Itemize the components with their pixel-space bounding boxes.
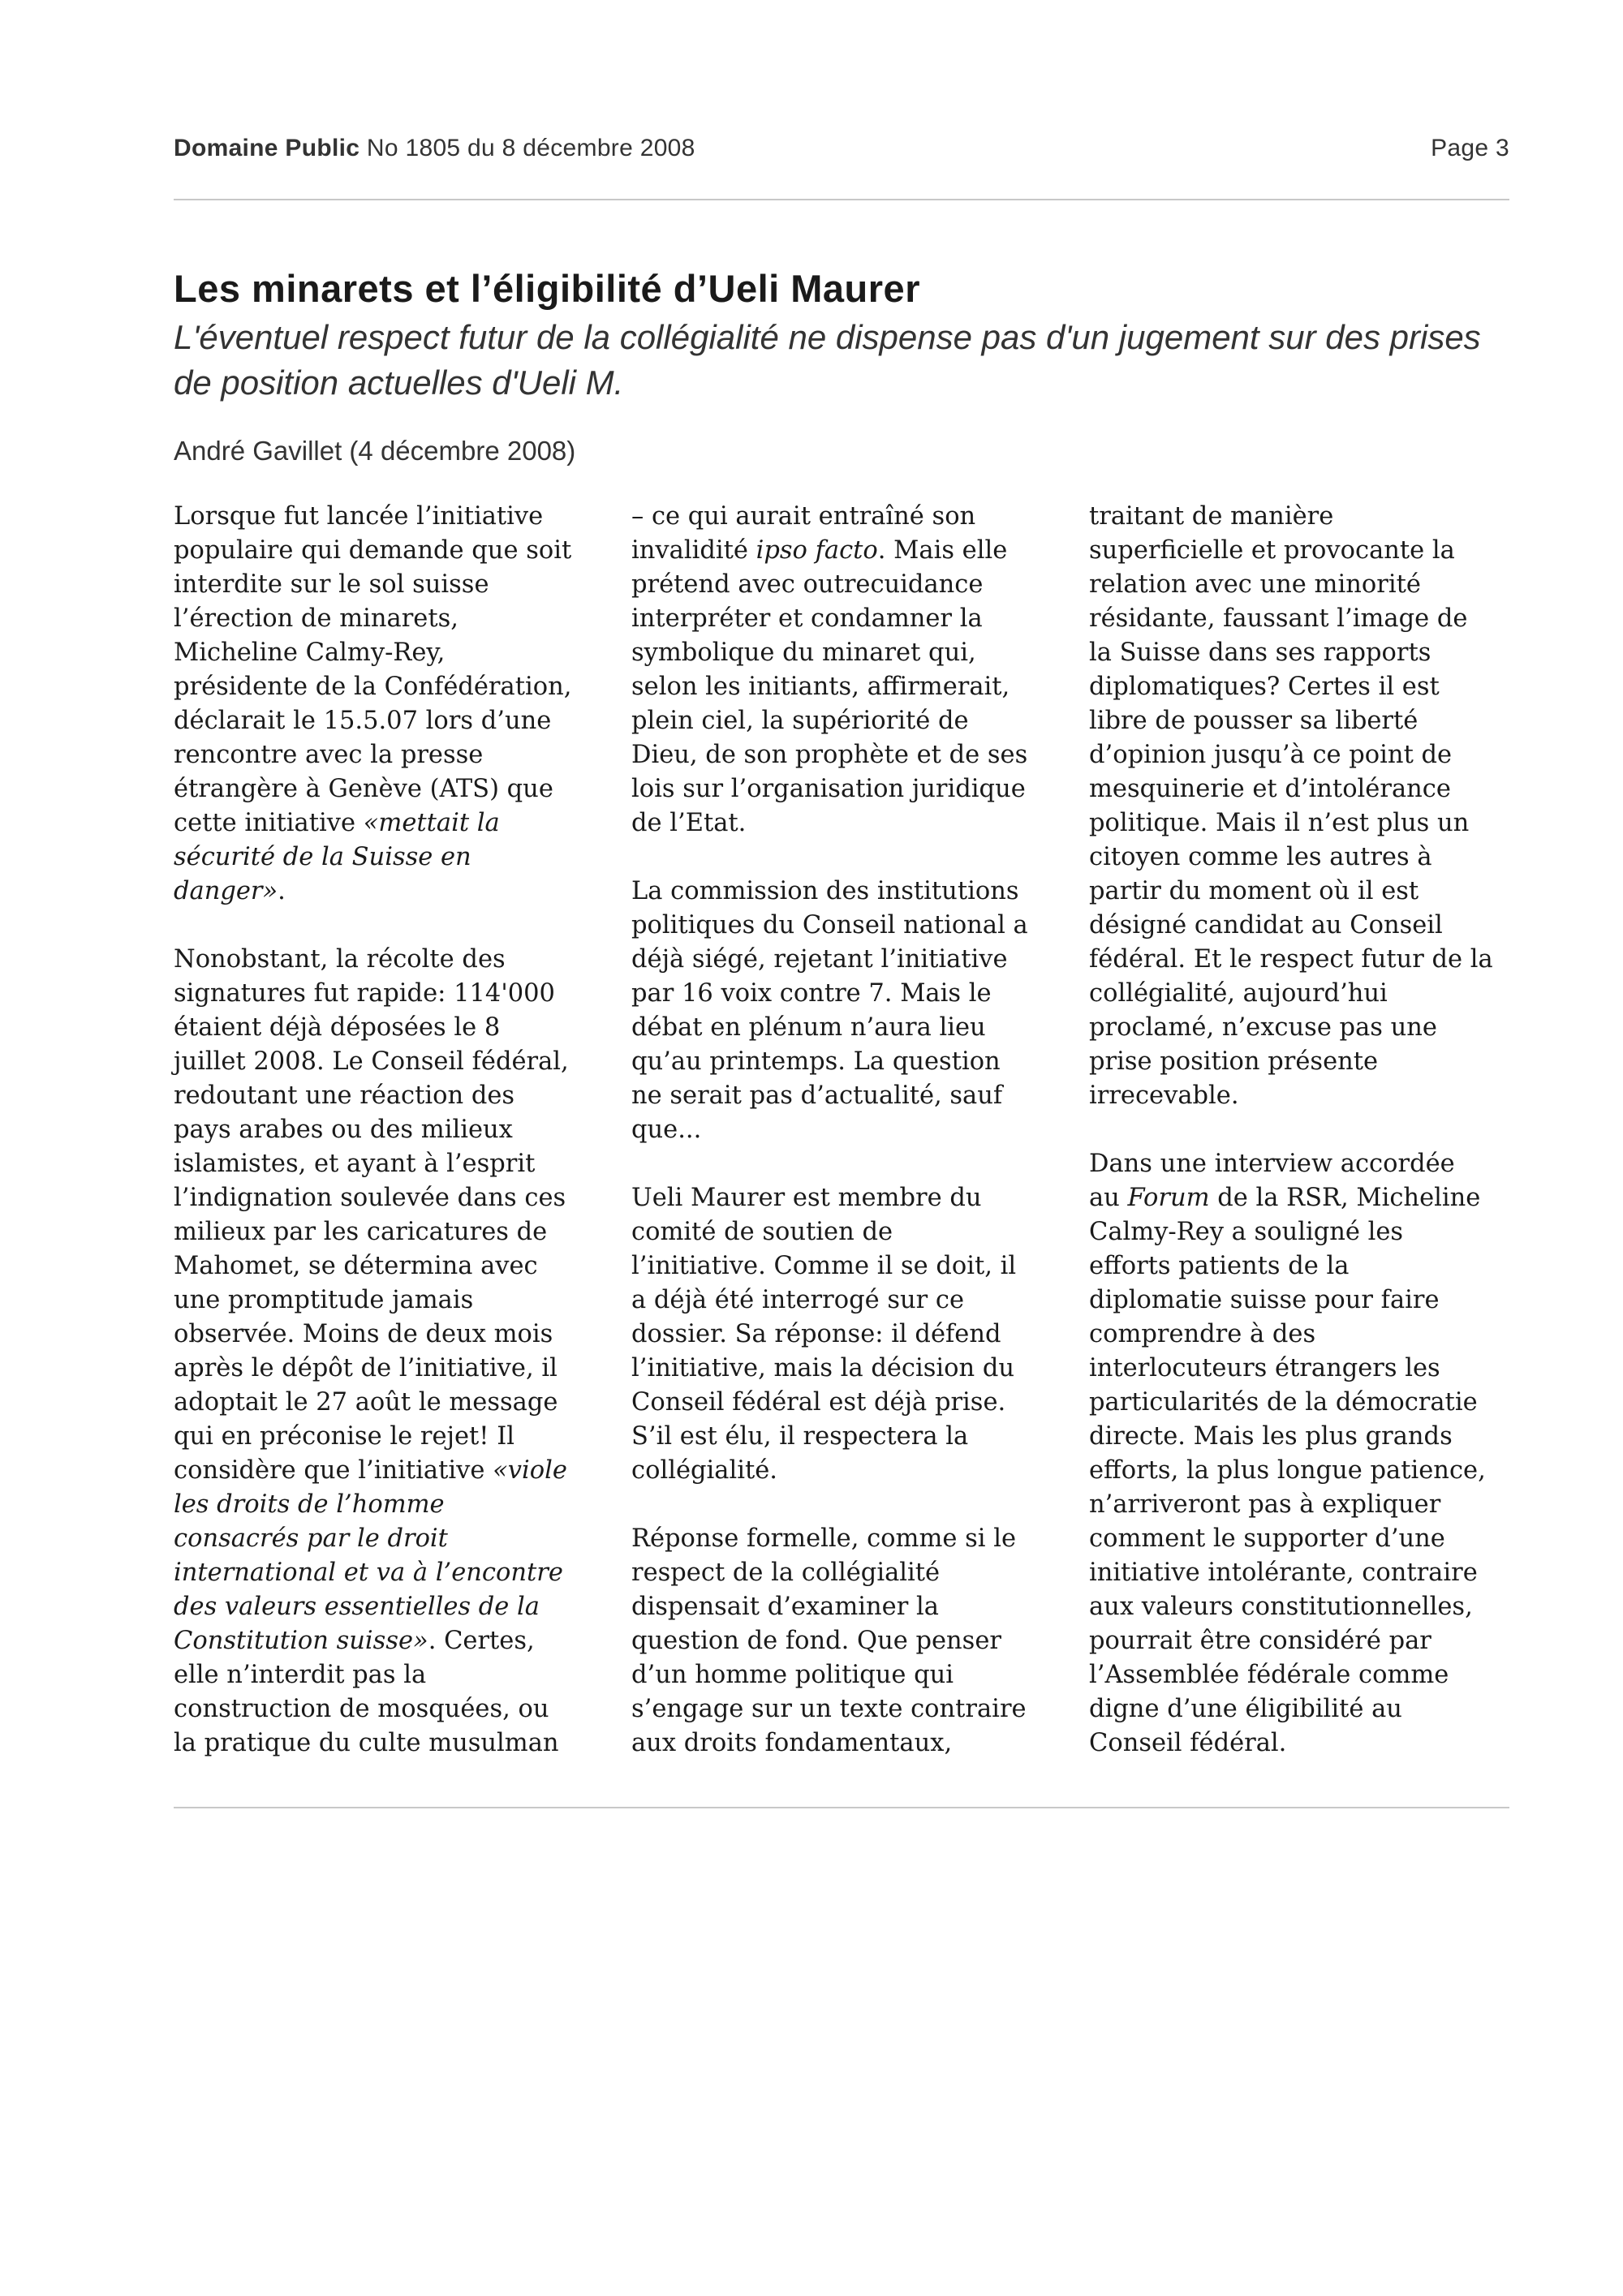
text-line: [174, 806, 612, 841]
text-segment: Lorsque fut lancée l’initiative: [174, 502, 544, 531]
text-line: [174, 1658, 612, 1692]
footer-divider: [174, 1807, 1509, 1808]
text-segment: d’un homme politique qui: [631, 1661, 954, 1689]
text-line: [1089, 568, 1527, 602]
text-segment: interpréter et condamner la: [631, 604, 983, 633]
text-line: [631, 1113, 1070, 1147]
text-segment: aux valeurs constitutionnelles,: [1089, 1593, 1473, 1621]
text-segment: proclamé, n’excuse pas une: [1089, 1013, 1437, 1042]
text-line: [1089, 1386, 1527, 1420]
text-line: [174, 1590, 612, 1624]
text-segment: efforts, la plus longue patience,: [1089, 1456, 1486, 1485]
text-line: [1089, 1352, 1527, 1386]
text-segment: résidante, faussant l’image de: [1089, 604, 1468, 633]
text-segment: irrecevable.: [1089, 1081, 1239, 1110]
header-publication-info: [174, 135, 695, 162]
text-segment: relation avec une minorité: [1089, 570, 1421, 599]
text-segment: respect de la collégialité: [631, 1559, 941, 1587]
text-line: [631, 1283, 1070, 1318]
text-line: [174, 602, 612, 636]
text-line: [631, 1079, 1070, 1113]
text-segment: fédéral. Et le respect futur de la: [1089, 945, 1493, 974]
text-line: [174, 1011, 612, 1045]
text-line: [1089, 1181, 1527, 1215]
text-segment: cette initiative: [174, 809, 364, 837]
text-segment: désigné candidat au Conseil: [1089, 911, 1443, 939]
article-paragraph: [631, 875, 1070, 1147]
text-segment: interdite sur le sol suisse: [174, 570, 489, 599]
text-line: [631, 602, 1070, 636]
text-line: [631, 1658, 1070, 1692]
text-line: [631, 875, 1070, 909]
text-line: [631, 1726, 1070, 1761]
text-line: [1089, 1624, 1527, 1658]
text-segment: après le dépôt de l’initiative, il: [174, 1354, 558, 1382]
text-segment: selon les initiants, affirmerait,: [631, 673, 1010, 701]
text-segment: qu’au printemps. La question: [631, 1047, 1001, 1076]
text-segment: par 16 voix contre 7. Mais le: [631, 979, 992, 1008]
text-line: [1089, 1318, 1527, 1352]
text-line: [1089, 943, 1527, 977]
text-segment: populaire qui demande que soit: [174, 536, 572, 565]
text-line: [631, 1318, 1070, 1352]
text-line: [1089, 1726, 1527, 1761]
text-segment: déclarait le 15.5.07 lors d’une: [174, 707, 552, 735]
text-line: [174, 875, 612, 909]
text-line: [631, 909, 1070, 943]
text-line: [1089, 636, 1527, 670]
text-line: [174, 772, 612, 806]
text-line: [174, 568, 612, 602]
text-segment: politique. Mais il n’est plus un: [1089, 809, 1470, 837]
text-segment: dossier. Sa réponse: il défend: [631, 1320, 1001, 1348]
text-segment: – ce qui aurait entraîné son: [631, 502, 976, 531]
text-line: [1089, 1692, 1527, 1726]
text-line: [1089, 1590, 1527, 1624]
text-line: [174, 1726, 612, 1761]
text-line: [1089, 1079, 1527, 1113]
text-line: [1089, 909, 1527, 943]
text-line: [1089, 1556, 1527, 1590]
text-line: [174, 704, 612, 738]
text-segment: présidente de la Confédération,: [174, 673, 572, 701]
text-segment: étaient déjà déposées le 8: [174, 1013, 501, 1042]
text-segment: de la RSR, Micheline: [1209, 1184, 1481, 1212]
text-segment: pourrait être considéré par: [1089, 1627, 1431, 1655]
text-segment: l’initiative, mais la décision du: [631, 1354, 1015, 1382]
text-line: [1089, 977, 1527, 1011]
text-line: [174, 1147, 612, 1181]
text-line: [174, 943, 612, 977]
text-segment: milieux par les caricatures de: [174, 1218, 548, 1246]
text-segment: de l’Etat.: [631, 809, 747, 837]
text-segment: mesquinerie et d’intolérance: [1089, 775, 1451, 803]
text-segment: signatures fut rapide: 114'000: [174, 979, 555, 1008]
italic-text: «viole: [493, 1456, 567, 1485]
text-line: [174, 1420, 612, 1454]
text-segment: juillet 2008. Le Conseil fédéral,: [174, 1047, 569, 1076]
text-line: [174, 534, 612, 568]
text-line: [1089, 602, 1527, 636]
text-line: [1089, 1249, 1527, 1283]
article-paragraph: [174, 943, 612, 1761]
italic-text: danger»: [174, 877, 278, 905]
text-line: [631, 1249, 1070, 1283]
text-segment: d’opinion jusqu’à ce point de: [1089, 741, 1453, 769]
text-segment: débat en plénum n’aura lieu: [631, 1013, 986, 1042]
text-line: [1089, 1283, 1527, 1318]
text-line: [1089, 1420, 1527, 1454]
text-segment: symbolique du minaret qui,: [631, 638, 976, 667]
text-segment: comment le supporter d’une: [1089, 1524, 1445, 1553]
text-segment: superficielle et provocante la: [1089, 536, 1455, 565]
text-segment: la Suisse dans ses rapports: [1089, 638, 1431, 667]
text-line: [174, 1624, 612, 1658]
text-segment: lois sur l’organisation juridique: [631, 775, 1026, 803]
text-segment: dispensait d’examiner la: [631, 1593, 939, 1621]
text-segment: .: [278, 877, 286, 905]
text-line: [631, 1692, 1070, 1726]
text-segment: . Certes,: [428, 1627, 535, 1655]
text-segment: la pratique du culte musulman: [174, 1729, 559, 1757]
text-line: [174, 1522, 612, 1556]
text-line: [174, 1488, 612, 1522]
header-divider: [174, 199, 1509, 200]
text-line: [631, 1215, 1070, 1249]
text-segment: invalidité: [631, 536, 756, 565]
text-line: [174, 1215, 612, 1249]
text-segment: efforts patients de la: [1089, 1252, 1350, 1280]
article-paragraph: [631, 1522, 1070, 1761]
text-segment: comité de soutien de: [631, 1218, 893, 1246]
text-line: [174, 977, 612, 1011]
text-segment: Ueli Maurer est membre du: [631, 1184, 982, 1212]
article-paragraph: [1089, 1147, 1527, 1761]
text-segment: S’il est élu, il respectera la: [631, 1422, 969, 1451]
text-line: [1089, 1011, 1527, 1045]
text-segment: initiative intolérante, contraire: [1089, 1559, 1478, 1587]
text-segment: que...: [631, 1116, 702, 1144]
text-line: [631, 1011, 1070, 1045]
text-line: [174, 1386, 612, 1420]
text-line: [631, 738, 1070, 772]
italic-text: Constitution suisse»: [174, 1627, 428, 1655]
text-line: [631, 806, 1070, 841]
text-line: [631, 670, 1070, 704]
text-segment: l’initiative. Comme il se doit, il: [631, 1252, 1017, 1280]
text-segment: islamistes, et ayant à l’esprit: [174, 1150, 536, 1178]
italic-text: international et va à l’encontre: [174, 1559, 563, 1587]
text-segment: l’indignation soulevée dans ces: [174, 1184, 566, 1212]
text-line: [174, 738, 612, 772]
text-line: [631, 1045, 1070, 1079]
text-line: [174, 1113, 612, 1147]
text-segment: . Mais elle: [877, 536, 1008, 565]
text-line: [1089, 738, 1527, 772]
article-column-3: [1089, 500, 1527, 1761]
text-line: [1089, 704, 1527, 738]
text-line: [631, 636, 1070, 670]
italic-text: sécurité de la Suisse en: [174, 843, 471, 871]
text-segment: qui en préconise le rejet! Il: [174, 1422, 515, 1451]
text-segment: directe. Mais les plus grands: [1089, 1422, 1453, 1451]
text-line: [631, 568, 1070, 602]
text-line: [631, 1522, 1070, 1556]
text-line: [1089, 500, 1527, 534]
article-column-2: [631, 500, 1070, 1761]
text-line: [174, 636, 612, 670]
text-segment: Conseil fédéral est déjà prise.: [631, 1388, 1006, 1417]
text-segment: plein ciel, la supériorité de: [631, 707, 969, 735]
article-paragraph: [631, 500, 1070, 841]
text-segment: politiques du Conseil national a: [631, 911, 1028, 939]
text-line: [1089, 1215, 1527, 1249]
text-segment: Dans une interview accordée: [1089, 1150, 1455, 1178]
text-segment: La commission des institutions: [631, 877, 1019, 905]
article-paragraph: [174, 500, 612, 909]
text-line: [631, 1624, 1070, 1658]
text-line: [631, 500, 1070, 534]
italic-text: «mettait la: [363, 809, 500, 837]
text-segment: aux droits fondamentaux,: [631, 1729, 953, 1757]
text-segment: adoptait le 27 août le message: [174, 1388, 558, 1417]
text-segment: ne serait pas d’actualité, sauf: [631, 1081, 1003, 1110]
text-line: [174, 1283, 612, 1318]
text-line: [1089, 772, 1527, 806]
text-segment: traitant de manière: [1089, 502, 1334, 531]
text-line: [631, 1454, 1070, 1488]
text-segment: Conseil fédéral.: [1089, 1729, 1287, 1757]
text-line: [174, 1079, 612, 1113]
text-line: [174, 841, 612, 875]
text-segment: Dieu, de son prophète et de ses: [631, 741, 1028, 769]
article-paragraph: [631, 1181, 1070, 1488]
text-line: [174, 1318, 612, 1352]
page-header: [174, 135, 1509, 167]
article-column-1: [174, 500, 612, 1761]
text-segment: l’érection de minarets,: [174, 604, 458, 633]
publication-name: Domaine Public: [174, 135, 360, 161]
text-segment: prétend avec outrecuidance: [631, 570, 984, 599]
text-line: [1089, 1488, 1527, 1522]
text-segment: construction de mosquées, ou: [174, 1695, 549, 1723]
text-segment: l’Assemblée fédérale comme: [1089, 1661, 1449, 1689]
text-segment: étrangère à Genève (ATS) que: [174, 775, 553, 803]
text-line: [1089, 1147, 1527, 1181]
text-line: [174, 1352, 612, 1386]
text-segment: redoutant une réaction des: [174, 1081, 515, 1110]
text-segment: digne d’une éligibilité au: [1089, 1695, 1402, 1723]
text-segment: une promptitude jamais: [174, 1286, 474, 1314]
text-line: [631, 1386, 1070, 1420]
issue-info: No 1805 du 8 décembre 2008: [366, 135, 695, 161]
text-segment: a déjà été interrogé sur ce: [631, 1286, 965, 1314]
text-line: [631, 772, 1070, 806]
text-segment: au: [1089, 1184, 1128, 1212]
italic-text: consacrés par le droit: [174, 1524, 448, 1553]
text-line: [1089, 1522, 1527, 1556]
text-line: [174, 1181, 612, 1215]
text-segment: Nonobstant, la récolte des: [174, 945, 506, 974]
page-number: Page 3: [1431, 135, 1509, 161]
article-paragraph: [1089, 500, 1527, 1113]
article-title: Les minarets et l’éligibilité d’Ueli Maurer: [174, 267, 920, 310]
text-segment: partir du moment où il est: [1089, 877, 1419, 905]
text-line: [174, 1045, 612, 1079]
text-segment: collégialité.: [631, 1456, 777, 1485]
text-line: [1089, 841, 1527, 875]
text-line: [174, 670, 612, 704]
text-line: [174, 500, 612, 534]
text-line: [631, 943, 1070, 977]
text-segment: libre de pousser sa liberté: [1089, 707, 1419, 735]
text-segment: Micheline Calmy-Rey,: [174, 638, 446, 667]
text-segment: citoyen comme les autres à: [1089, 843, 1432, 871]
text-segment: Calmy-Rey a souligné les: [1089, 1218, 1404, 1246]
text-segment: prise position présente: [1089, 1047, 1379, 1076]
text-line: [631, 1590, 1070, 1624]
article-byline: André Gavillet (4 décembre 2008): [174, 436, 576, 466]
text-line: [1089, 534, 1527, 568]
text-line: [174, 1556, 612, 1590]
text-line: [1089, 1658, 1527, 1692]
text-line: [174, 1454, 612, 1488]
article-subtitle: L'éventuel respect futur de la collégialité ne dispense pas d'un jugement sur des prises de position actuelles d'Ueli M.: [174, 318, 1481, 402]
text-segment: Réponse formelle, comme si le: [631, 1524, 1017, 1553]
text-segment: considère que l’initiative: [174, 1456, 493, 1485]
text-line: [631, 977, 1070, 1011]
text-segment: pays arabes ou des milieux: [174, 1116, 513, 1144]
text-line: [631, 704, 1070, 738]
text-segment: Mahomet, se détermina avec: [174, 1252, 538, 1280]
text-segment: comprendre à des: [1089, 1320, 1316, 1348]
text-line: [631, 1420, 1070, 1454]
text-segment: s’engage sur un texte contraire: [631, 1695, 1027, 1723]
text-segment: n’arriveront pas à expliquer: [1089, 1490, 1441, 1519]
text-line: [174, 1249, 612, 1283]
italic-text: des valeurs essentielles de la: [174, 1593, 540, 1621]
italic-text: ipso facto: [756, 536, 878, 565]
text-segment: question de fond. Que penser: [631, 1627, 1001, 1655]
text-segment: diplomatie suisse pour faire: [1089, 1286, 1440, 1314]
text-line: [1089, 670, 1527, 704]
italic-text: les droits de l’homme: [174, 1490, 445, 1519]
text-segment: déjà siégé, rejetant l’initiative: [631, 945, 1008, 974]
text-segment: elle n’interdit pas la: [174, 1661, 427, 1689]
text-segment: collégialité, aujourd’hui: [1089, 979, 1388, 1008]
text-segment: diplomatiques? Certes il est: [1089, 673, 1440, 701]
text-line: [1089, 1045, 1527, 1079]
text-segment: particularités de la démocratie: [1089, 1388, 1478, 1417]
text-line: [631, 1556, 1070, 1590]
text-line: [631, 1181, 1070, 1215]
text-segment: observée. Moins de deux mois: [174, 1320, 553, 1348]
text-line: [631, 1352, 1070, 1386]
text-line: [1089, 806, 1527, 841]
text-line: [1089, 875, 1527, 909]
text-line: [1089, 1454, 1527, 1488]
text-segment: rencontre avec la presse: [174, 741, 484, 769]
text-line: [631, 534, 1070, 568]
italic-text: Forum: [1127, 1184, 1210, 1212]
text-line: [174, 1692, 612, 1726]
text-segment: interlocuteurs étrangers les: [1089, 1354, 1440, 1382]
